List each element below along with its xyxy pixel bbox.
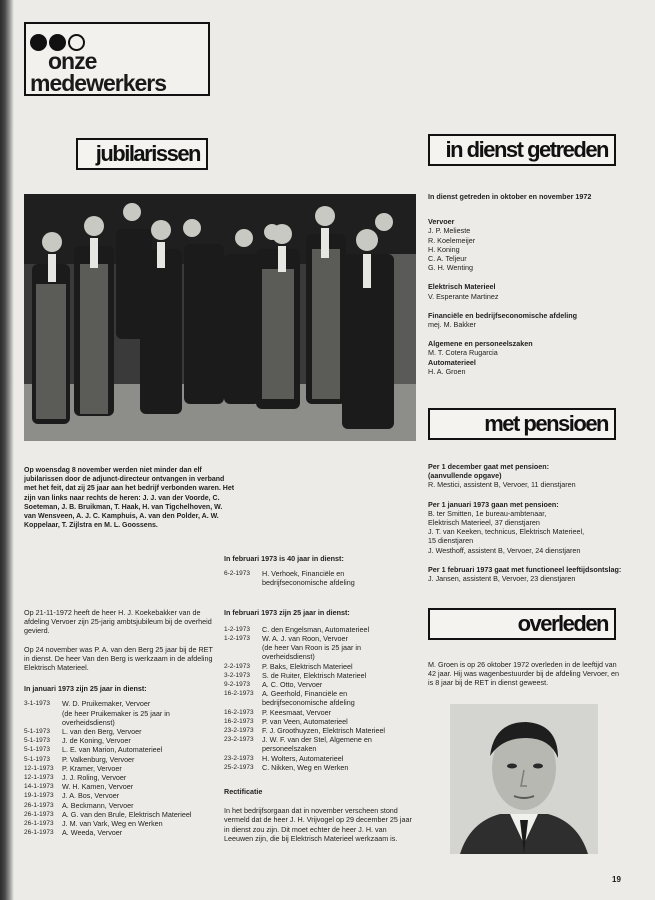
pensioen-column	[428, 462, 628, 583]
rectificatie-text: In het bedrijfsorgaan dat in november verscheen stond vermeld dat de heer J. H. Vrijvogel op 29 december 25 jaar in dienst zou zijn. Dit moet echter de heer J. H. van Leeuwen zijn, die bij Elektrisch Materieel werkzaam is.	[224, 806, 412, 843]
list-item: 15 dienstjaren	[428, 536, 474, 546]
list-item: 3-1-1973 W. D. Pruikemaker, Vervoer	[24, 699, 151, 709]
january-list	[24, 699, 220, 837]
list-item: 25-2-1973 C. Nikken, Weg en Werken	[224, 762, 349, 772]
section-jubilarissen: jubilarissen	[76, 138, 208, 170]
list-item: bedrijfseconomische afdeling	[262, 578, 355, 588]
pension-jan-title: Per 1 januari 1973 gaan met pensioen:	[428, 499, 559, 509]
feb40-title: In februari 1973 is 40 jaar in dienst:	[224, 554, 344, 563]
list-item: 26-1-1973 A. Weeda, Vervoer	[24, 828, 123, 838]
pension-feb-title: Per 1 februari 1973 gaat met functioneel leeftijdsontslag:	[428, 564, 622, 574]
page-number: 19	[612, 875, 621, 884]
list-item: 9-2-1973 A. C. Otto, Vervoer	[224, 680, 323, 690]
list-item: 23-2-1973 J. W. F. van der Stel, Algemene en	[224, 735, 372, 745]
list-item: 5-1-1973 L. E. van Marion, Automaterieel	[24, 745, 163, 755]
list-item: 16-2-1973 P. Keesmaat, Vervoer	[224, 707, 331, 717]
vervoer-group	[428, 217, 618, 272]
list-item: G. H. Wenting	[428, 263, 474, 273]
pension-dec-text: R. Mestici, assistent B, Vervoer, 11 dienstjaren	[428, 480, 576, 490]
onze-medewerkers-logo	[24, 22, 210, 96]
list-item: 1-2-1973 C. den Engelsman, Automaterieel	[224, 624, 370, 634]
van-den-berg-paragraph: Op 24 november was P. A. van den Berg 25 jaar bij de RET in dienst. De heer Van den Berg is werkzaam in de afdeling Elektrisch Materieel.	[24, 644, 213, 673]
list-item: 26-1-1973 J. M. van Vark, Weg en Werken	[24, 819, 163, 829]
algemene-group	[428, 339, 618, 376]
koekebakker-paragraph: Op 21-11-1972 heeft de heer H. J. Koekebakker van de afdeling Vervoer zijn 25-jarig ambtsjubileum bij de overheid gevierd.	[24, 608, 212, 636]
list-item: bedrijfseconomische afdeling	[262, 698, 355, 708]
group-photo	[24, 194, 416, 441]
group-title: Algemene en personeelszaken	[428, 339, 533, 349]
portrait-photo	[450, 704, 598, 854]
overleden-text: M. Groen is op 26 oktober 1972 overleden in de leeftijd van 42 jaar. Hij was wagenbestuurder bij de afdeling Vervoer, en is 8 jaar bij de RET in dienst geweest.	[428, 660, 619, 688]
list-item: (de heer Pruikemaker is 25 jaar in	[62, 708, 170, 718]
list-item: mej. M. Bakker	[428, 320, 476, 330]
elektrisch-group	[428, 282, 618, 300]
list-item: H. A. Groen	[428, 366, 466, 376]
pension-dec-title: Per 1 december gaat met pensioen:	[428, 462, 550, 471]
in-dienst-column	[428, 192, 618, 376]
financiele-group	[428, 311, 618, 329]
list-item: personeelszaken	[262, 744, 317, 754]
list-item: Elektrisch Materieel, 37 dienstjaren	[428, 518, 540, 528]
group-title: Vervoer	[428, 217, 455, 227]
magazine-page	[14, 0, 655, 900]
list-item: overheidsdienst)	[62, 717, 115, 727]
rectificatie-title: Rectificatie	[224, 787, 263, 797]
list-item: 26-1-1973 A. G. van den Brule, Elektrisch Materieel	[24, 809, 192, 819]
list-item: C. A. Teljeur	[428, 254, 467, 264]
list-item: H. Koning	[428, 244, 460, 254]
list-item: 14-1-1973 W. H. Kamen, Vervoer	[24, 782, 134, 792]
in-dienst-intro: In dienst getreden in oktober en november 1972	[428, 192, 592, 201]
list-item: J. T. van Keeken, technicus, Elektrisch Materieel,	[428, 527, 585, 537]
logo-line-1: onze	[48, 48, 97, 74]
section-met-pensioen: met pensioen	[428, 408, 616, 440]
january-title: In januari 1973 zijn 25 jaar in dienst:	[24, 684, 147, 694]
list-item: V. Esperante Martinez	[428, 291, 499, 301]
list-item: B. ter Smitten, 1e bureau-ambtenaar,	[428, 508, 547, 518]
binding-edge	[0, 0, 14, 900]
list-item: 2-2-1973 P. Baks, Elektrisch Materieel	[224, 661, 353, 671]
feb25-list	[224, 625, 416, 772]
list-item: 19-1-1973 J. A. Bos, Vervoer	[24, 791, 120, 801]
list-item: 12-1-1973 P. Kramer, Vervoer	[24, 763, 122, 773]
list-item: 3-2-1973 S. de Ruiter, Elektrisch Materieel	[224, 670, 367, 680]
group-title: Automaterieel	[428, 357, 476, 367]
list-item: J. P. Melieste	[428, 226, 471, 236]
list-item: M. T. Cotera Rugarcia	[428, 348, 498, 358]
group-photo-caption: Op woensdag 8 november werden niet minder dan elf jubilarissen door de adjunct-directeur ontvangen in verband met het feit, dat zij 25 jaar aan het bedrijf verbonden waren. Het zijn van links naar rechts de heren: J. J. van der Voorde, C. Soeteman, J. B. Bruikman, T. Haak, H. van Tigchelhoven, W. van Wensveen, A. J. C. Kamphuis, A. van den Polder, A. W. Koppelaar, T. Zijlstra en M. L. Goossens.	[24, 467, 235, 530]
list-item: J. Westhoff, assistent B, Vervoer, 24 dienstjaren	[428, 545, 581, 555]
section-in-dienst-getreden: in dienst getreden	[428, 134, 616, 166]
list-item: 5-1-1973 J. de Koning, Vervoer	[24, 736, 131, 746]
pension-feb-text: J. Jansen, assistent B, Vervoer, 23 dienstjaren	[428, 574, 576, 584]
list-item: 12-1-1973 J. J. Roling, Vervoer	[24, 773, 127, 783]
list-item: 16-2-1973 P. van Veen, Automaterieel	[224, 716, 348, 726]
logo-line-2: medewerkers	[30, 70, 167, 96]
list-item: 1-2-1973 W. A. J. van Roon, Vervoer	[224, 634, 348, 644]
list-item: 5-1-1973 L. van den Berg, Vervoer	[24, 727, 142, 737]
list-item: 5-1-1973 P. Valkenburg, Vervoer	[24, 754, 135, 764]
list-item: 23-2-1973 F. J. Groothuyzen, Elektrisch Materieel	[224, 726, 386, 736]
list-item: R. Koelemeijer	[428, 235, 476, 245]
group-title: Financiële en bedrijfseconomische afdeling	[428, 310, 577, 320]
middle-column	[224, 554, 416, 843]
feb40-list	[224, 569, 416, 587]
list-item: 6-2-1973 H. Verhoek, Financiële en	[224, 569, 345, 579]
list-item: 16-2-1973 A. Geerhold, Financiële en	[224, 689, 348, 699]
section-overleden: overleden	[428, 608, 616, 640]
pension-dec-sub: (aanvullende opgave)	[428, 471, 502, 481]
list-item: 26-1-1973 A. Beckmann, Vervoer	[24, 800, 134, 810]
feb25-title: In februari 1973 zijn 25 jaar in dienst:	[224, 607, 350, 617]
list-item: overheidsdienst)	[262, 652, 315, 662]
group-title: Elektrisch Materieel	[428, 282, 496, 292]
list-item: 23-2-1973 H. Wolters, Automaterieel	[224, 753, 344, 763]
left-column	[24, 608, 220, 837]
list-item: (de heer Van Roon is 25 jaar in	[262, 643, 361, 653]
